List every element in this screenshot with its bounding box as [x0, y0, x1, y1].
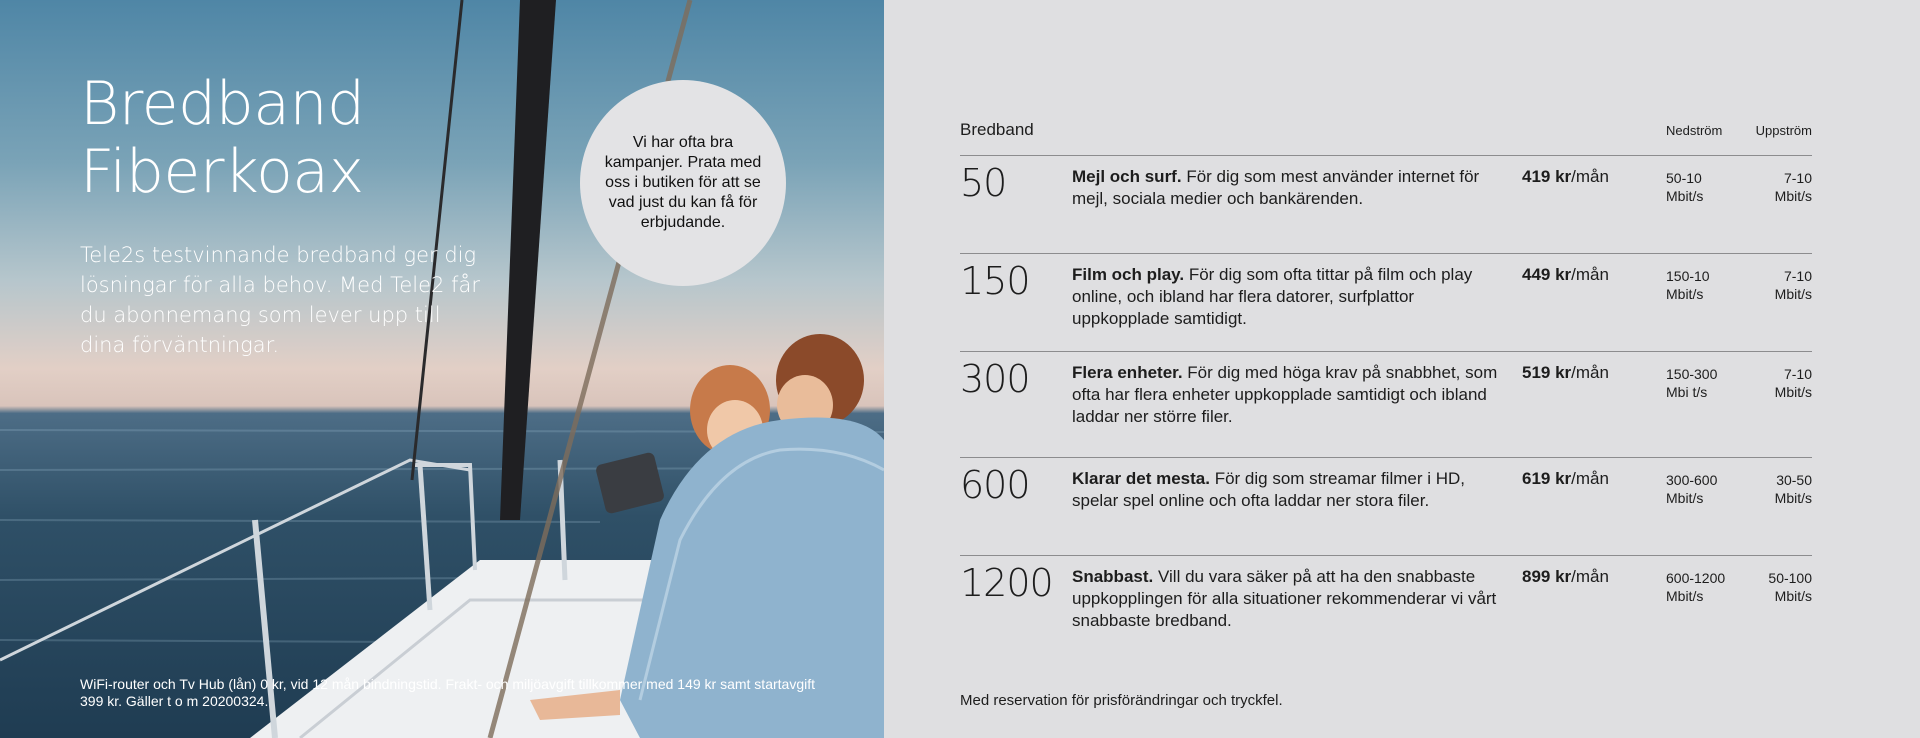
row-desc-text: För dig som mest använder internet för mejl, sociala medier och bankärenden. — [1072, 167, 1480, 208]
upload-value: 7-10 — [1783, 268, 1812, 284]
download-value: 600-1200 — [1666, 570, 1726, 586]
download-unit: Mbit/s — [1666, 588, 1704, 604]
table-header-download: Nedström — [1666, 123, 1723, 138]
download-unit: Mbit/s — [1666, 188, 1704, 204]
row-price-unit: /mån — [1571, 167, 1609, 186]
row-upload — [1775, 169, 1812, 205]
table-header-label: Bredband — [960, 120, 1034, 139]
row-download — [1666, 365, 1717, 401]
row-download — [1666, 569, 1725, 605]
table-row — [960, 351, 1812, 457]
upload-value: 7-10 — [1783, 170, 1812, 186]
upload-unit: Mbit/s — [1774, 490, 1812, 506]
row-download — [1666, 471, 1717, 507]
row-desc-text: För dig som streamar filmer i HD, spelar spel online och ofta laddar ner stora filer. — [1072, 469, 1466, 510]
row-speed: 150 — [960, 259, 1030, 303]
upload-unit: Mbit/s — [1774, 286, 1812, 302]
download-value: 150-10 — [1666, 268, 1710, 284]
intro-text: Tele2s testvinnande bredband ger dig lösningar för alla behov. Med Tele2 får du abonnemang som lever upp till dina förväntningar. — [80, 243, 480, 357]
row-desc-text: Vill du vara säker på att ha den snabbaste uppkopplingen för alla situationer rekommenderar vi vårt snabbaste bredband. — [1072, 567, 1497, 630]
table-row — [960, 155, 1812, 253]
campaign-bubble — [580, 80, 786, 286]
upload-value: 7-10 — [1783, 366, 1812, 382]
upload-value: 30-50 — [1776, 472, 1812, 488]
row-title: Mejl och surf. — [1072, 167, 1182, 186]
row-speed: 50 — [960, 161, 1007, 205]
row-price-unit: /mån — [1571, 567, 1609, 586]
row-price-amount: 619 kr — [1522, 469, 1572, 488]
row-price-amount: 899 kr — [1522, 567, 1572, 586]
row-description — [1072, 166, 1502, 210]
row-speed: 1200 — [960, 561, 1053, 605]
row-description — [1072, 362, 1502, 428]
row-price — [1522, 166, 1609, 188]
row-description — [1072, 566, 1502, 632]
row-download — [1666, 267, 1710, 303]
row-price — [1522, 468, 1609, 490]
table-row — [960, 555, 1812, 653]
row-price-unit: /mån — [1571, 265, 1609, 284]
row-price — [1522, 362, 1609, 384]
download-unit: Mbit/s — [1666, 490, 1704, 506]
page-title — [80, 70, 365, 206]
title-line-2: Fiberkoax — [80, 137, 364, 207]
table-row — [960, 457, 1812, 555]
upload-unit: Mbit/s — [1774, 384, 1812, 400]
row-title: Klarar det mesta. — [1072, 469, 1210, 488]
table-header-upload: Uppström — [1755, 123, 1812, 138]
row-title: Film och play. — [1072, 265, 1185, 284]
price-disclaimer: Med reservation för prisförändringar och tryckfel. — [960, 692, 1283, 709]
download-value: 150-300 — [1666, 366, 1718, 382]
row-title: Snabbast. — [1072, 567, 1154, 586]
row-upload — [1775, 267, 1812, 303]
row-description — [1072, 468, 1502, 512]
row-price-amount: 519 kr — [1522, 363, 1572, 382]
row-price-unit: /mån — [1571, 469, 1609, 488]
terms-footnote: WiFi-router och Tv Hub (lån) 0 kr, vid 12 mån bindningstid. Frakt- och miljöavgift tillkommer med 149 kr samt startavgift 399 kr. Gäller t o m 20200324. — [80, 676, 815, 709]
row-upload — [1775, 365, 1812, 401]
row-download — [1666, 169, 1703, 205]
row-speed: 600 — [960, 463, 1030, 507]
row-price — [1522, 566, 1609, 588]
title-line-1: Bredband — [80, 69, 365, 139]
row-title: Flera enheter. — [1072, 363, 1183, 382]
row-speed: 300 — [960, 357, 1030, 401]
download-value: 50-10 — [1666, 170, 1702, 186]
row-price-amount: 449 kr — [1522, 265, 1572, 284]
price-table — [960, 0, 1812, 738]
row-price-amount: 419 kr — [1522, 167, 1572, 186]
campaign-bubble-text: Vi har ofta bra kampanjer. Prata med oss i butiken för att se vad just du kan få för erbjudande. — [604, 134, 762, 231]
row-upload — [1775, 471, 1812, 507]
row-description — [1072, 264, 1502, 330]
row-desc-text: För dig som ofta tittar på film och play online, och ibland har flera datorer, surfplattor uppkopplade samtidigt. — [1072, 265, 1473, 328]
row-price — [1522, 264, 1609, 286]
row-desc-text: För dig med höga krav på snabbhet, som ofta har flera enheter uppkopplade samtidigt och ibland laddar ner större filer. — [1072, 363, 1498, 426]
hero-photo — [0, 0, 884, 738]
download-unit: Mbit/s — [1666, 286, 1704, 302]
upload-unit: Mbit/s — [1774, 188, 1812, 204]
upload-unit: Mbit/s — [1774, 588, 1812, 604]
upload-value: 50-100 — [1768, 570, 1812, 586]
download-unit: Mbi t/s — [1666, 384, 1708, 400]
row-upload — [1768, 569, 1812, 605]
table-row — [960, 253, 1812, 351]
download-value: 300-600 — [1666, 472, 1718, 488]
row-price-unit: /mån — [1571, 363, 1609, 382]
